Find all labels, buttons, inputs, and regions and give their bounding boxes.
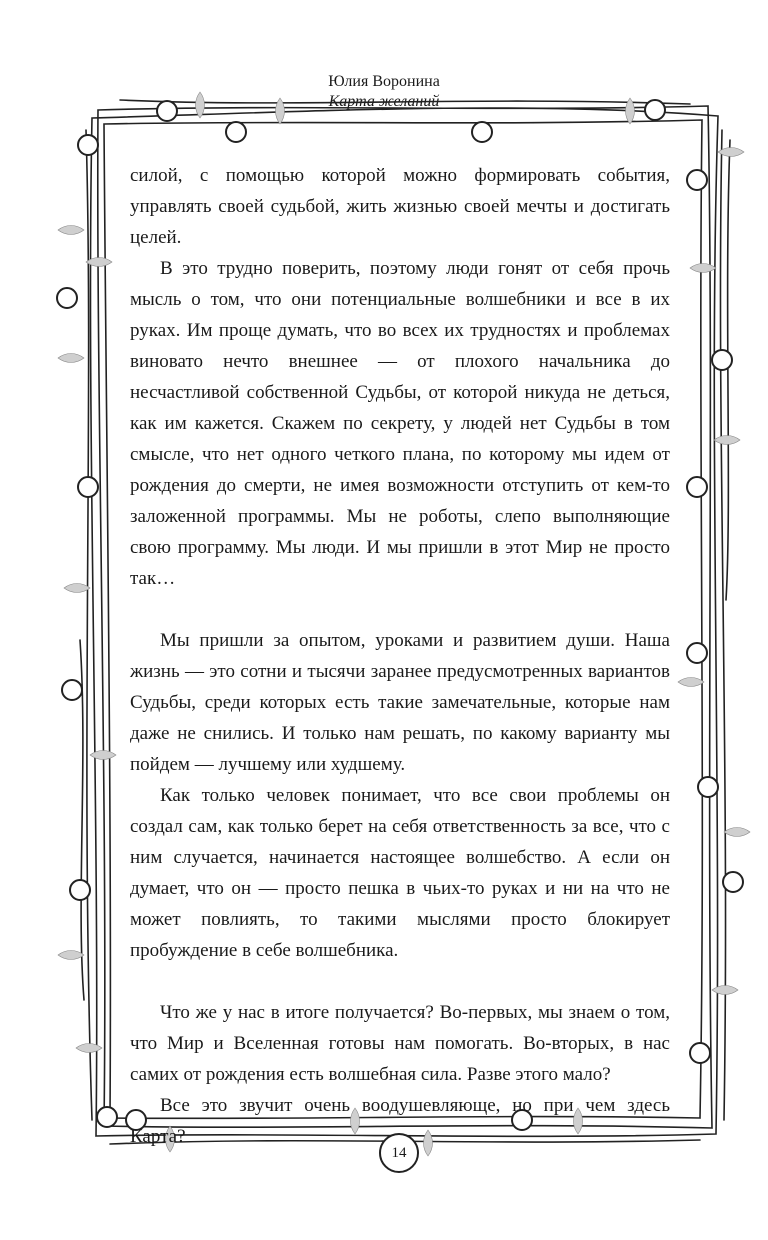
circle-ornament (62, 680, 82, 700)
leaf-ornament (58, 226, 84, 235)
circle-ornament (70, 880, 90, 900)
circle-ornament (712, 350, 732, 370)
header-author: Юлия Воронина (328, 73, 440, 90)
leaf-ornament (724, 828, 750, 837)
circle-ornament (698, 777, 718, 797)
leaf-ornament (276, 98, 285, 124)
leaf-ornament (714, 436, 740, 445)
page-number: 14 (391, 1145, 407, 1161)
leaf-ornament (58, 951, 84, 960)
header-book-title: Карта желаний (328, 93, 440, 110)
body-paragraph: Все это звучит очень воодушевляюще, но при чем здесь Карта? (130, 1095, 670, 1147)
body-paragraph: силой, с помощью которой можно формировать события, управлять своей судьбой, жить жизнью своей мечты и достигать целей. (130, 165, 670, 248)
leaf-ornament (90, 751, 116, 760)
body-paragraph: Как только человек понимает, что все свои проблемы он создал сам, как только берет на себя ответственность за все, что с ним случается, начинается настоящее волшебство. А если он думает, что он — просто пешка в чьих-то руках и ни на что не может повлиять, то такими мыслями просто блокирует пробуждение в себе волшебника. (130, 785, 670, 961)
leaf-ornament (678, 678, 704, 687)
circle-ornament (687, 477, 707, 497)
circle-ornament (97, 1107, 117, 1127)
circle-ornament (687, 170, 707, 190)
leaf-ornament (64, 584, 90, 593)
circle-ornament (645, 100, 665, 120)
leaf-ornament (712, 986, 738, 995)
circle-ornament (723, 872, 743, 892)
circle-ornament (690, 1043, 710, 1063)
circle-ornament (78, 477, 98, 497)
body-paragraph: В это трудно поверить, поэтому люди гонят от себя прочь мысль о том, что они потенциальные волшебники и все в их руках. Им проще думать, что во всех их трудностях и проблемах виновато нечто внешнее — от плохого начальника до несчастливой собственной Судьбы, от которой никуда не деться, как им кажется. Скажем по секрету, у людей нет Судьбы в том смысле, что нет одного четкого плана, по которому мы идем от рождения до смерти, не имея возможности отступить от кем-то заложенной программы. Мы не роботы, слепо выполняющие свою программу. Мы люди. И мы пришли в этот Мир не просто так… (130, 258, 670, 589)
circle-ornament (57, 288, 77, 308)
leaf-ornament (690, 264, 716, 273)
page-body (130, 160, 670, 1152)
body-paragraph: Что же у нас в итоге получается? Во-первых, мы знаем о том, что Мир и Вселенная готовы нам помогать. Во-вторых, в нас самих от рождения есть волшебная сила. Разве этого мало? (130, 1002, 670, 1085)
leaf-ornament (58, 354, 84, 363)
circle-ornament (226, 122, 246, 142)
circle-ornament (687, 643, 707, 663)
circle-ornament (157, 101, 177, 121)
circle-ornament (472, 122, 492, 142)
circle-ornament (78, 135, 98, 155)
body-paragraph: Мы пришли за опытом, уроками и развитием души. Наша жизнь — это сотни и тысячи заранее предусмотренных вариантов Судьбы, среди которых есть такие замечательные, которые нам даже не снились. И только нам решать, по какому варианту мы пойдем — лучшему или худшему. (130, 630, 670, 775)
leaf-ornament (76, 1044, 102, 1053)
